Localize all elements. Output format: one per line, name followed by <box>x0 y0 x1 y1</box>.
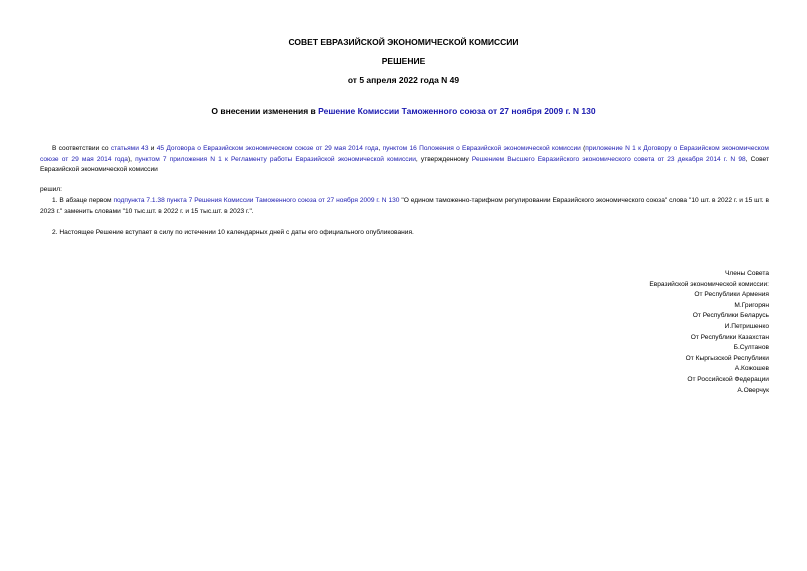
link-council-decision-98[interactable]: Решением Высшего Евразийского экономического совета от 23 декабря 2014 г. N 98 <box>471 155 746 163</box>
link-articles-43[interactable]: статьями 43 <box>110 145 149 152</box>
item-1-paragraph <box>40 196 769 217</box>
signature-line: От Кыргызской Республики <box>685 354 769 362</box>
doc-title-link[interactable]: Решение Комиссии Таможенного союза от 27 ноября 2009 г. N 130 <box>318 106 596 116</box>
signature-line: Б.Султанов <box>733 344 769 352</box>
link-clause-7-reglament[interactable]: пунктом 7 приложения N 1 к Регламенту работы Евразийской экономической комиссии <box>135 155 416 163</box>
item-1-text: 1. В абзаце первом <box>52 197 114 204</box>
decided-label: решил: <box>40 186 62 193</box>
preamble-text: , <box>378 145 383 152</box>
doc-title <box>0 106 807 116</box>
signature-line: А.Кожошев <box>734 365 769 373</box>
link-clause-16[interactable]: пунктом 16 Положения о Евразийской экономической комиссии <box>382 145 581 152</box>
signature-line: От Республики Армения <box>694 291 769 299</box>
item-2-paragraph: 2. Настоящее Решение вступает в силу по истечении 10 календарных дней с даты его официального опубликования. <box>52 229 414 236</box>
org-heading: СОВЕТ ЕВРАЗИЙСКОЙ ЭКОНОМИЧЕСКОЙ КОМИССИИ <box>288 37 519 47</box>
signature-line: От Республики Казахстан <box>690 333 769 341</box>
preamble-text: ( <box>580 145 586 152</box>
preamble-text: и <box>148 145 157 152</box>
preamble-paragraph <box>40 144 769 176</box>
item-1-text: "О едином таможенно-тарифном регулировании Евразийского экономического союза" слова "10 шт. в 2022 г. и 15 шт. в 2023 г." заменить словами "10 тыс.шт. в 2022 г. и 15 тыс.шт. в 2023 г.". <box>40 197 769 215</box>
signature-line: И.Петришенко <box>724 322 769 330</box>
signature-line: Члены Совета <box>724 270 769 277</box>
preamble-text: , утвержденному <box>415 155 472 163</box>
signature-line: Евразийской экономической комиссии: <box>649 280 769 288</box>
preamble-text: ), <box>127 155 136 163</box>
preamble-text: , Совет Евразийской экономической комиссии <box>40 155 769 173</box>
link-annex-1[interactable]: приложение N 1 к Договору о Евразийском экономическом союзе от 29 мая 2014 года <box>40 145 769 163</box>
signature-line: А.Оверчук <box>737 386 769 394</box>
doc-date: от 5 апреля 2022 года N 49 <box>347 75 460 85</box>
signature-block <box>649 269 769 396</box>
link-treaty-article-45[interactable]: 45 Договора о Евразийском экономическом союзе от 29 мая 2014 года <box>156 145 379 152</box>
doc-type-heading: РЕШЕНИЕ <box>381 56 426 66</box>
signature-line: М.Григорян <box>734 301 769 309</box>
doc-title-prefix: О внесении изменения в <box>211 106 319 116</box>
signature-line: От Российской Федерации <box>687 375 769 383</box>
signature-line: От Республики Беларусь <box>692 312 769 320</box>
preamble-text: В соответствии со <box>52 145 111 152</box>
link-subclause-7-1-38[interactable]: подпункта 7.1.38 пункта 7 Решения Комиссии Таможенного союза от 27 ноября 2009 г. N 130 <box>113 197 400 204</box>
